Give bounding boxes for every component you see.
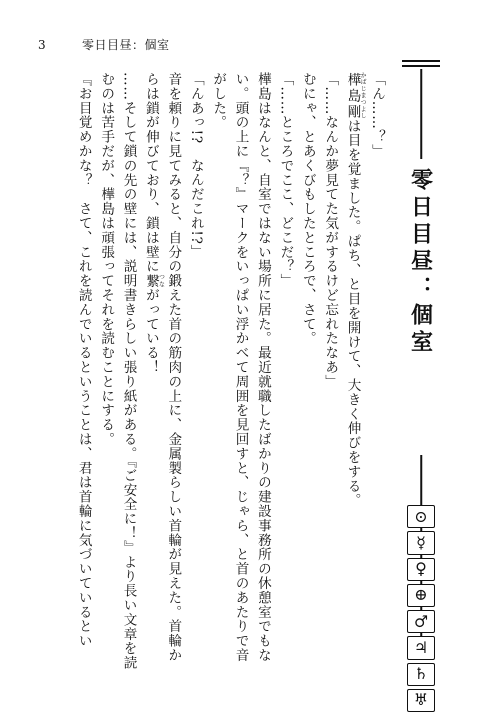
uranus-icon: ♅ (407, 689, 435, 712)
body-text (72, 72, 388, 672)
paragraph-2 (341, 72, 365, 672)
paragraph-10: 『お目覚めかな？ さて、これを読んでいるということは、君は首輪に気づいているとい (75, 72, 92, 648)
ruby-name (344, 72, 367, 120)
tsuna-base: 繋 (142, 273, 159, 289)
paragraph-4: むにゃ、とあくびもしたところで、さて。 (299, 72, 316, 346)
ruby-tsuna (142, 273, 165, 289)
paragraph-8 (140, 72, 185, 672)
paragraph-1: 「ん……？」 (369, 72, 385, 159)
chapter-band (402, 60, 440, 710)
mars-icon: ♂ (407, 610, 435, 633)
paragraph-7: 「んあっ!? なんだこれ!?」 (187, 72, 204, 260)
running-header (38, 36, 170, 53)
venus-icon: ♀ (407, 558, 435, 581)
saturn-icon: ♄ (407, 663, 435, 686)
chapter-title: 零日目昼：個室 (407, 168, 434, 357)
jupiter-icon: ♃ (407, 636, 435, 659)
paragraph-2-text: は目を覚ました。ぱち、と目を開けて、大きく伸びをする。 (344, 118, 361, 508)
earth-icon: ⊕ (407, 584, 435, 607)
paragraph-3: 「……なんか夢見てた気がするけど忘れたなあ」 (322, 72, 339, 389)
planet-symbol-column (402, 505, 440, 715)
sun-icon: ⊙ (407, 505, 435, 528)
paragraph-6: 樺島はなんと、自室ではない場所に居た。最近就職したばかりの建設事務所の休憩室でもない。頭の上に『？』マークをいっぱい浮かべて周囲を見回すと、じゃら、と首のあたりで音がした。 (210, 72, 271, 663)
tsuna-reading: つな (157, 273, 165, 288)
paragraph-8-text-b: がっている！ (142, 288, 159, 375)
band-rule-top (402, 60, 440, 62)
page-number: 3 (38, 38, 47, 52)
paragraph-5: 「……ところでここ、どこだ？」 (277, 72, 294, 288)
name-reading: かばじまつよし (359, 72, 367, 120)
band-rule-top-inner (402, 65, 440, 67)
name-base: 樺島剛 (344, 72, 361, 120)
paragraph-9: ……そして鎖の先の壁には、説明書きらしい張り紙がある。『ご安全に！』より長い文章を読むのは苦手だが、樺島は頑張ってそれを読むことにする。 (98, 72, 137, 670)
paragraph-8-text-a: 音を頼りに見てみると、自分の鍛えた首の筋肉の上に、金属製らしい首輪が見えた。首輪からは鎖が伸びており、鎖は壁に (142, 72, 182, 663)
band-line-upper (420, 69, 422, 159)
mercury-icon: ☿ (407, 531, 435, 554)
chapter-heading: 零日目昼：個室 (82, 38, 170, 52)
